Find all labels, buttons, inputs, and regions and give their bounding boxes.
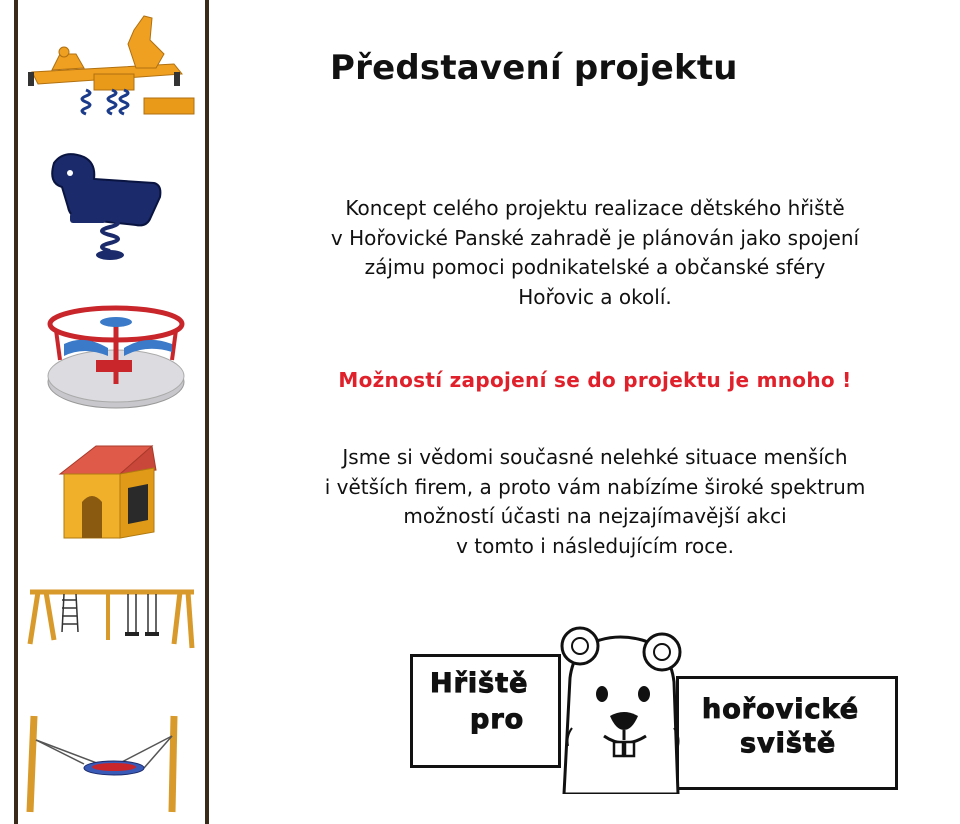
- project-logo: [410, 618, 896, 794]
- marmot-icon: [550, 618, 690, 794]
- nest-swing-icon: [24, 712, 200, 816]
- body-paragraph: [230, 443, 960, 561]
- logo-text-line4: sviště: [740, 728, 837, 759]
- intro-line: v Hořovické Panské zahradě je plánován jako spojení: [330, 225, 860, 250]
- seesaw-icon: [24, 10, 200, 122]
- spring-rider-icon: [24, 145, 200, 265]
- body-line: i větších firem, a proto vám nabízíme široké spektrum: [324, 474, 866, 499]
- page-title: Představení projektu: [330, 48, 738, 88]
- logo-text-line1: Hřiště: [430, 668, 529, 699]
- carousel-icon: [24, 300, 200, 415]
- right-border-line: [205, 0, 209, 824]
- intro-line: zájmu pomoci podnikatelské a občanské sféry: [364, 255, 826, 279]
- logo-text-line2: pro: [470, 704, 525, 735]
- body-line: možností účasti na nejzajímavější akci: [403, 504, 787, 528]
- intro-paragraph: [230, 194, 960, 312]
- intro-line: Hořovic a okolí.: [518, 284, 672, 309]
- equipment-sidebar: [0, 0, 210, 824]
- body-line: Jsme si vědomi současné nelehké situace menších: [342, 445, 848, 469]
- logo-text-line3: hořovické: [702, 694, 860, 725]
- body-line: v tomto i následujícím roce.: [456, 533, 734, 558]
- left-border-line: [14, 0, 18, 824]
- intro-line: Koncept celého projektu realizace dětského hřiště: [345, 196, 845, 220]
- playhouse-icon: [24, 440, 200, 545]
- swing-set-icon: [24, 580, 200, 660]
- highlight-text: Možností zapojení se do projektu je mnoho !: [338, 368, 852, 392]
